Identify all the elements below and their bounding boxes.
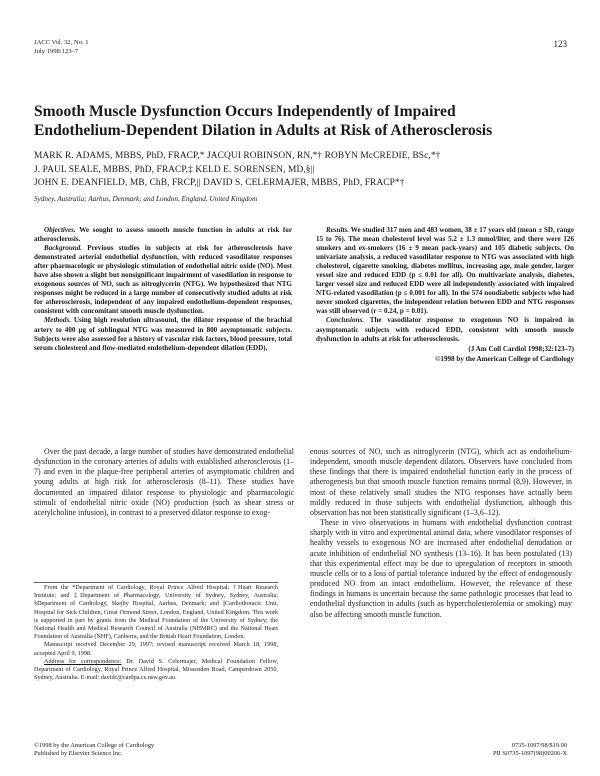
footer-copyright: ©1998 by the American College of Cardiology — [34, 742, 155, 749]
footer-publisher-name: Published by Elsevier Science Inc. — [34, 750, 123, 758]
abstract-right-column — [316, 226, 574, 364]
running-header — [34, 39, 89, 56]
authors-line-3: JOHN E. DEANFIELD, MB, ChB, FRCP,|| DAVID S. CELERMAJER, MBBS, PhD, FRACP*† — [34, 178, 405, 188]
abstract-conclusions — [316, 316, 574, 343]
citation: (J Am Coll Cardiol 1998;32:123–7) — [468, 344, 574, 353]
methods-text: Using high resolution ultrasound, the dilator response of the brachial artery to 400 μg of sublingual NTG was measured in 800 asymptomatic subjects. Subjects were also assessed for a history of vascular risk factors, blood pressure, total serum cholesterol and flow-mediated endothelium-dependent dilation (EDD). — [34, 316, 292, 352]
intro-paragraph-2: These in vivo observations in humans with endothelial dysfunction contrast sharply with in vitro and experimental animal data, where vasodilator responses of healthy vessels to exogenous NO are increased after endothelial denudation or acute inhibition of endothelial NO synthesis (13–16). It has been postulated (13) that this experimental effect may be due to upregulation of receptors in smooth muscle cells or to a loss of partial tolerance induced by the effect of endogenously produced NO from an intact endothelium. However, the relevance of these findings in humans is uncertain because the same pathologic processes that lead to endothelial dysfunction in adults (such as hypercholesterolemia or smoking) may also be affecting smooth muscle function. — [310, 518, 572, 619]
footnote-divider — [34, 582, 278, 583]
background-text: Previous studies in subjects at risk for atherosclerosis have demonstrated arterial endothelial dysfunction, with reduced vasodilator responses after pharmacologic or physiologic stimulation of endothelial nitric oxide (NO). Most have also shown a slight but nonsignificant impairment of vasodilation in response to exogenous sources of NO, such as nitroglycerin (NTG). We hypothesized that NTG responses might be reduced in a large number of consecutively studied adults at risk for atherosclerosis, independent of any impaired endothelium-dependent responses, consistent with concomitant smooth muscle dysfunction. — [34, 244, 292, 316]
article-title — [34, 103, 574, 140]
footnote-correspondence — [34, 658, 278, 683]
background-label: Background. — [44, 244, 83, 253]
conclusions-label: Conclusions. — [326, 316, 365, 325]
objectives-text: We sought to assess smooth muscle function in adults at risk for atherosclerosis. — [34, 226, 292, 244]
body-left-column — [34, 447, 294, 518]
abstract-left-column — [34, 226, 292, 353]
correspondence-label: Address for correspondence: — [44, 657, 122, 665]
footer-publisher — [34, 742, 154, 759]
footer-identifiers — [493, 742, 567, 759]
authors-line-1: MARK R. ADAMS, MBBS, PhD, FRACP,* JACQUI ROBINSON, RN,*† ROBYN McCREDIE, BSc,*† — [34, 151, 441, 161]
footnote-affiliations: From the *Department of Cardiology, Royal Prince Alfred Hospital; †Heart Research Institute; and ‡Department of Pharmacology, University of Sydney, Sydney, Australia; §Department of Cardiology, Skejby Hospital, Aarhus, Denmark; and ||Cardiothoracic Unit, Hospital for Sick Children, Great Ormond Street, London, England, United Kingdom. This work is supported in part by grants from the Medical Foundation of the University of Sydney; the National Health and Medical Research Council of Australia (NHMRC) and the National Heart Foundation of Australia (NHF), Canberra, and the British Heart Foundation, London. — [34, 584, 278, 641]
footer-pii: PII S0735-1097(98)00206-X — [492, 750, 567, 758]
title-line-2: Endothelium-Dependent Dilation in Adults at Risk of Atherosclerosis — [34, 121, 493, 139]
results-text: We studied 317 men and 483 women, 38 ± 17 years old (mean ± SD, range 15 to 76). The mean cholesterol level was 5.2 ± 1.3 mmol/liter, and there were 126 smokers and ex-smokers (16 ± 9 mean pack-years) and 105 diabetic subjects. On univariate analysis, a reduced vasodilator response to NTG was associated with high cholesterol, cigarette smoking, diabetes mellitus, increasing age, male gender, larger vessel size and reduced EDD (p ≤ 0.01 for all). On multivariate analysis, diabetes, larger vessel size and reduced EDD were all independently associated with impaired NTG-related vasodilation (p ≤ 0.001 for all). In the 574 nondiabetic subjects who had never smoked cigarettes, the independent relation between EDD and NTG responses was still observed (r = 0.24, p = 0.01). — [316, 226, 574, 316]
correspondence-text: Dr. David S. Celermajer, Medical Foundation Fellow, Department of Cardiology, Royal Prince Alfred Hospital, Missenden Road, Camperdown 2050, Sydney, Australia. E-mail: davidc@cardpa.cs.nsw.gov.au. — [34, 657, 279, 682]
affiliation: Sydney, Australia; Aarhus, Denmark; and London, England, United Kingdom — [34, 195, 258, 203]
abstract-methods — [34, 316, 292, 352]
conclusions-text: The vasodilator response to exogenous NO is impaired in asymptomatic subjects with reduced EDD, consistent with smooth muscle dysfunction in adults at risk for atherosclerosis. — [316, 316, 574, 343]
footer-issn: 0735-1097/98/$19.00 — [511, 742, 567, 749]
page-number: 123 — [553, 39, 567, 49]
body-right-column — [310, 447, 572, 620]
abstract-objectives — [34, 226, 292, 244]
abstract-background — [34, 244, 292, 316]
authors-line-2: J. PAUL SEALE, MBBS, PhD, FRACP,‡ KELD E. SORENSEN, MD,§|| — [34, 164, 315, 175]
objectives-label: Objectives. — [44, 226, 76, 234]
copyright: ©1998 by the American College of Cardiology — [435, 354, 574, 363]
abstract-results — [316, 226, 574, 316]
journal-volume: JACC Vol. 32, No. 1 — [34, 39, 89, 46]
author-list — [34, 150, 574, 191]
results-label: Results. — [326, 226, 350, 234]
footnote-manuscript-dates: Manuscript received December 29, 1997; revised manuscript received March 18, 1998, accepted April 9, 1998. — [34, 641, 278, 657]
footnotes — [34, 584, 278, 682]
methods-label: Methods. — [44, 316, 71, 325]
intro-paragraph-1: Over the past decade, a large number of studies have demonstrated endothelial dysfunction in the coronary arteries of adults with established atherosclerosis (1–7) and even in the plaque-free peripheral arteries of asymptomatic children and young adults at high risk for atherosclerosis (8–11). These studies have documented an impaired dilator response to physiologic and pharmacologic stimuli of endothelial nitric oxide (NO) production (such as shear stress or acetylcholine infusion), in contrast to a preserved dilator response to exog- — [34, 447, 294, 517]
title-line-1: Smooth Muscle Dysfunction Occurs Independently of Impaired — [34, 103, 456, 120]
journal-date-pages: July 1998:123–7 — [34, 47, 79, 55]
intro-paragraph-1-cont: enous sources of NO, such as nitroglycerin (NTG), which act as endothelium-independent, smooth muscle dependent dilators. Observers have concluded from these findings that there is impaired endothelial function early in the process of atherogenesis but that smooth muscle function remains normal (8,9). However, in most of these relatively small studies the NTG responses have actually been mildly reduced in those subjects with endothelial dysfunction, although this observation has not been statistically significant (1–3,6–12). — [310, 447, 572, 517]
